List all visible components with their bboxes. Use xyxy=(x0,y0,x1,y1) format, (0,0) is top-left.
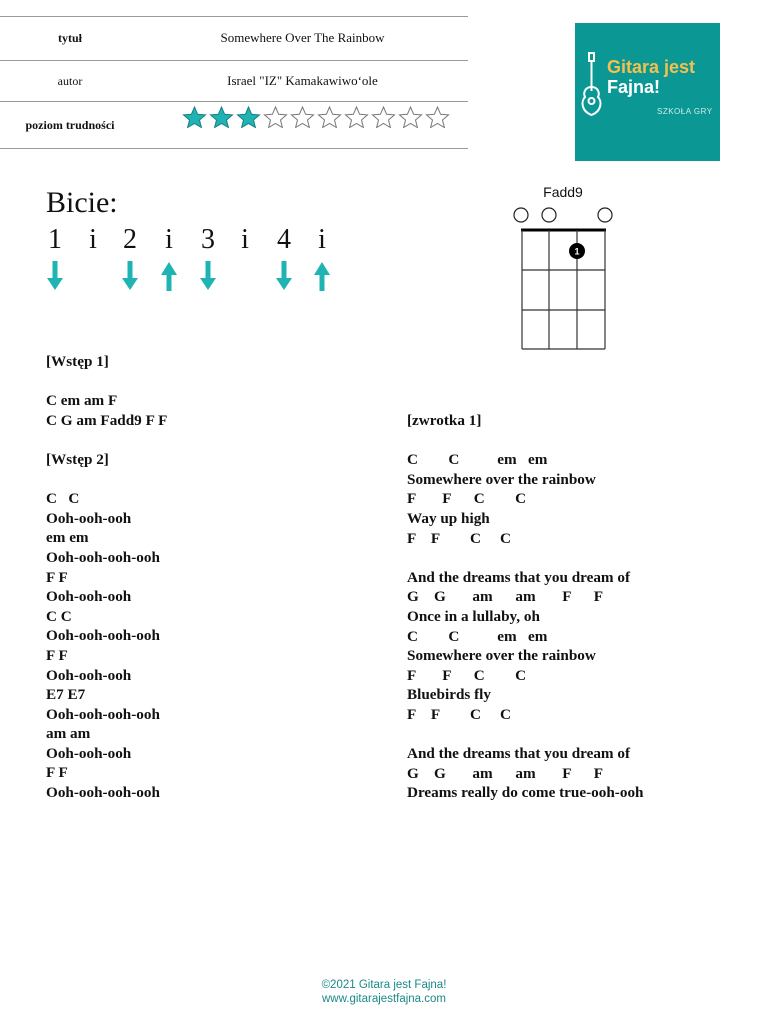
blank-line xyxy=(407,548,644,568)
lyric-line: F F xyxy=(46,646,68,664)
strum-arrows xyxy=(0,0,400,300)
arrow-up-icon xyxy=(161,262,177,291)
logo xyxy=(575,23,720,161)
lyric-line: C C xyxy=(46,607,72,625)
open-string-marker xyxy=(514,208,528,222)
logo-text: Gitara jest Fajna! xyxy=(607,57,696,97)
arrow-up-icon xyxy=(314,262,330,291)
lyric-line: Bluebirds fly xyxy=(407,686,491,704)
lyric-line: G G am am F F xyxy=(407,764,604,782)
lyric-line: C C em em xyxy=(407,627,548,645)
lyric-line: F F C C xyxy=(407,529,511,547)
lyric-line: And the dreams that you dream of xyxy=(407,745,631,763)
lyric-line: Ooh-ooh-ooh-ooh xyxy=(46,705,160,723)
star-empty-icon xyxy=(424,106,451,128)
strum-beat: 1 xyxy=(48,224,62,255)
strum-beat: i xyxy=(165,224,173,255)
chord-diagram xyxy=(500,200,640,360)
lyric-line: F F C C xyxy=(407,705,511,723)
logo-subtitle: SZKOŁA GRY xyxy=(657,107,713,116)
section-heading: [Wstęp 1] xyxy=(46,353,109,370)
arrow-down-icon xyxy=(47,261,63,290)
chord-name: Fadd9 xyxy=(543,184,583,200)
finger-label: 1 xyxy=(574,246,580,257)
lyric-line: Ooh-ooh-ooh-ooh xyxy=(46,627,160,645)
strum-heading: Bicie: xyxy=(46,186,118,219)
section-heading: [Wstęp 2] xyxy=(46,450,109,468)
lyric-line: em em xyxy=(46,529,89,547)
arrow-down-icon xyxy=(276,261,292,290)
strum-beat: i xyxy=(318,224,326,255)
footer-website[interactable]: www.gitarajestfajna.com xyxy=(322,993,446,1005)
left-lyrics-column xyxy=(46,352,167,803)
footer xyxy=(0,978,768,1006)
lyric-line: F F C C xyxy=(407,666,527,684)
lyric-line: C C xyxy=(46,490,80,508)
lyric-line: Ooh-ooh-ooh xyxy=(46,744,132,762)
blank-line xyxy=(46,430,167,450)
author-label: autor xyxy=(57,74,83,88)
lyric-line: Somewhere over the rainbow xyxy=(407,470,596,488)
strum-beat: 2 xyxy=(123,224,137,255)
lyric-line: C em am F xyxy=(46,392,118,410)
lyric-line: Ooh-ooh-ooh xyxy=(46,509,132,527)
open-string-marker xyxy=(542,208,556,222)
song-title: Somewhere Over The Rainbow xyxy=(220,30,385,45)
blank-line xyxy=(407,431,644,451)
lyric-line: Dreams really do come true-ooh-ooh xyxy=(407,784,644,802)
title-label: tytuł xyxy=(58,31,82,45)
strum-beat: 3 xyxy=(201,224,215,255)
blank-line xyxy=(46,470,167,490)
lyric-line: Ooh-ooh-ooh-ooh xyxy=(46,548,160,566)
blank-line xyxy=(46,372,167,392)
lyric-line: G G am am F F xyxy=(407,588,604,606)
lyric-line: Somewhere over the rainbow xyxy=(407,647,596,665)
song-author: Israel "IZ" Kamakawiwo‘ole xyxy=(227,73,378,88)
lyric-line: E7 E7 xyxy=(46,686,86,704)
arrow-down-icon xyxy=(122,261,138,290)
right-lyrics-column xyxy=(407,411,644,803)
lyric-line: am am xyxy=(46,725,91,743)
strum-beat: 4 xyxy=(277,224,291,255)
open-string-marker xyxy=(598,208,612,222)
lyric-line: F F C C xyxy=(407,490,527,508)
blank-line xyxy=(407,725,644,745)
lyric-line: F F xyxy=(46,568,68,586)
strum-beat: i xyxy=(89,224,97,255)
arrow-down-icon xyxy=(200,261,216,290)
footer-copyright: ©2021 Gitara jest Fajna! xyxy=(321,979,447,991)
lyric-line: C C em em xyxy=(407,451,548,469)
strum-beat: i xyxy=(241,224,249,255)
lyric-line: C G am Fadd9 F F xyxy=(46,411,168,429)
star-empty-icon xyxy=(397,106,424,128)
lyric-line: Ooh-ooh-ooh xyxy=(46,588,132,606)
lyric-line: Once in a lullaby, oh xyxy=(407,607,540,625)
lyric-line: F F xyxy=(46,764,68,782)
lyric-line: Ooh-ooh-ooh xyxy=(46,666,132,684)
section-heading: [zwrotka 1] xyxy=(407,412,482,429)
lyric-line: Way up high xyxy=(407,509,490,527)
lyric-line: And the dreams that you dream of xyxy=(407,568,631,586)
difficulty-label: poziom trudności xyxy=(25,118,115,132)
lyric-line: Ooh-ooh-ooh-ooh xyxy=(46,784,160,802)
